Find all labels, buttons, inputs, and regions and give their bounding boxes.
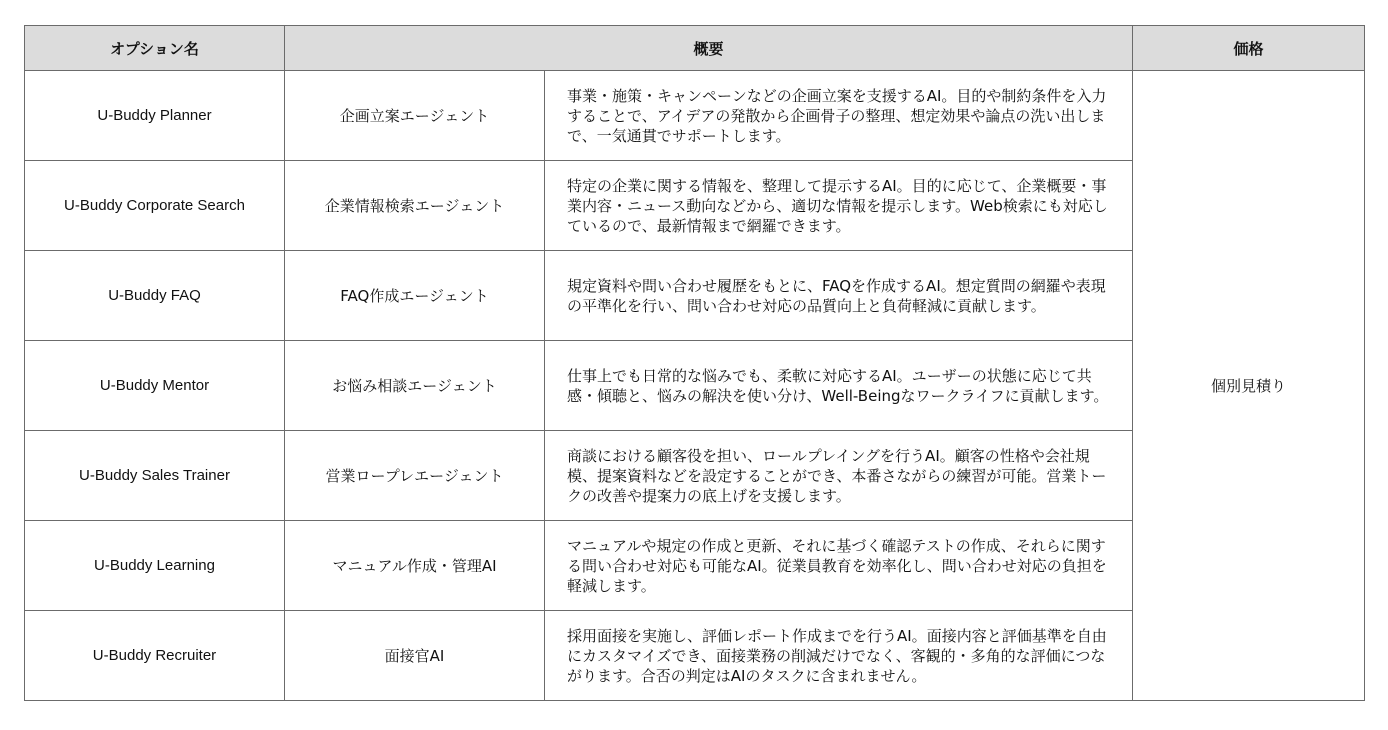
option-description: 規定資料や問い合わせ履歴をもとに、FAQを作成するAI。想定質問の網羅や表現の平準化を行い、問い合わせ対応の品質向上と負荷軽減に貢献します。 — [545, 251, 1133, 341]
option-type: FAQ作成エージェント — [285, 251, 545, 341]
option-description: 特定の企業に関する情報を、整理して提示するAI。目的に応じて、企業概要・事業内容・ニュース動向などから、適切な情報を提示します。Web検索にも対応しているので、最新情報まで網羅できます。 — [545, 161, 1133, 251]
header-option-name: オプション名 — [25, 26, 285, 71]
option-description: 商談における顧客役を担い、ロールプレイングを行うAI。顧客の性格や会社規模、提案資料などを設定することができ、本番さながらの練習が可能。営業トークの改善や提案力の底上げを支援します。 — [545, 431, 1133, 521]
header-overview: 概要 — [285, 26, 1133, 71]
option-type: 営業ロープレエージェント — [285, 431, 545, 521]
option-type: お悩み相談エージェント — [285, 341, 545, 431]
header-row — [25, 26, 1365, 71]
option-type: 企業情報検索エージェント — [285, 161, 545, 251]
options-table — [24, 25, 1365, 701]
table-row — [25, 71, 1365, 161]
option-name: U-Buddy Planner — [25, 71, 285, 161]
option-description: 事業・施策・キャンペーンなどの企画立案を支援するAI。目的や制約条件を入力することで、アイデアの発散から企画骨子の整理、想定効果や論点の洗い出しまで、一気通貫でサポートします。 — [545, 71, 1133, 161]
option-name: U-Buddy Learning — [25, 521, 285, 611]
option-type: 企画立案エージェント — [285, 71, 545, 161]
option-type: 面接官AI — [285, 611, 545, 701]
option-name: U-Buddy FAQ — [25, 251, 285, 341]
option-description: 仕事上でも日常的な悩みでも、柔軟に対応するAI。ユーザーの状態に応じて共感・傾聴と、悩みの解決を使い分け、Well-Beingなワークライフに貢献します。 — [545, 341, 1133, 431]
header-price: 価格 — [1133, 26, 1365, 71]
option-name: U-Buddy Mentor — [25, 341, 285, 431]
option-description: マニュアルや規定の作成と更新、それに基づく確認テストの作成、それらに関する問い合わせ対応も可能なAI。従業員教育を効率化し、問い合わせ対応の負担を軽減します。 — [545, 521, 1133, 611]
option-type: マニュアル作成・管理AI — [285, 521, 545, 611]
option-name: U-Buddy Sales Trainer — [25, 431, 285, 521]
price-value: 個別見積り — [1133, 71, 1365, 701]
option-name: U-Buddy Corporate Search — [25, 161, 285, 251]
option-name: U-Buddy Recruiter — [25, 611, 285, 701]
option-description: 採用面接を実施し、評価レポート作成までを行うAI。面接内容と評価基準を自由にカスタマイズでき、面接業務の削減だけでなく、客観的・多角的な評価につながります。合否の判定はAIのタスクに含まれません。 — [545, 611, 1133, 701]
